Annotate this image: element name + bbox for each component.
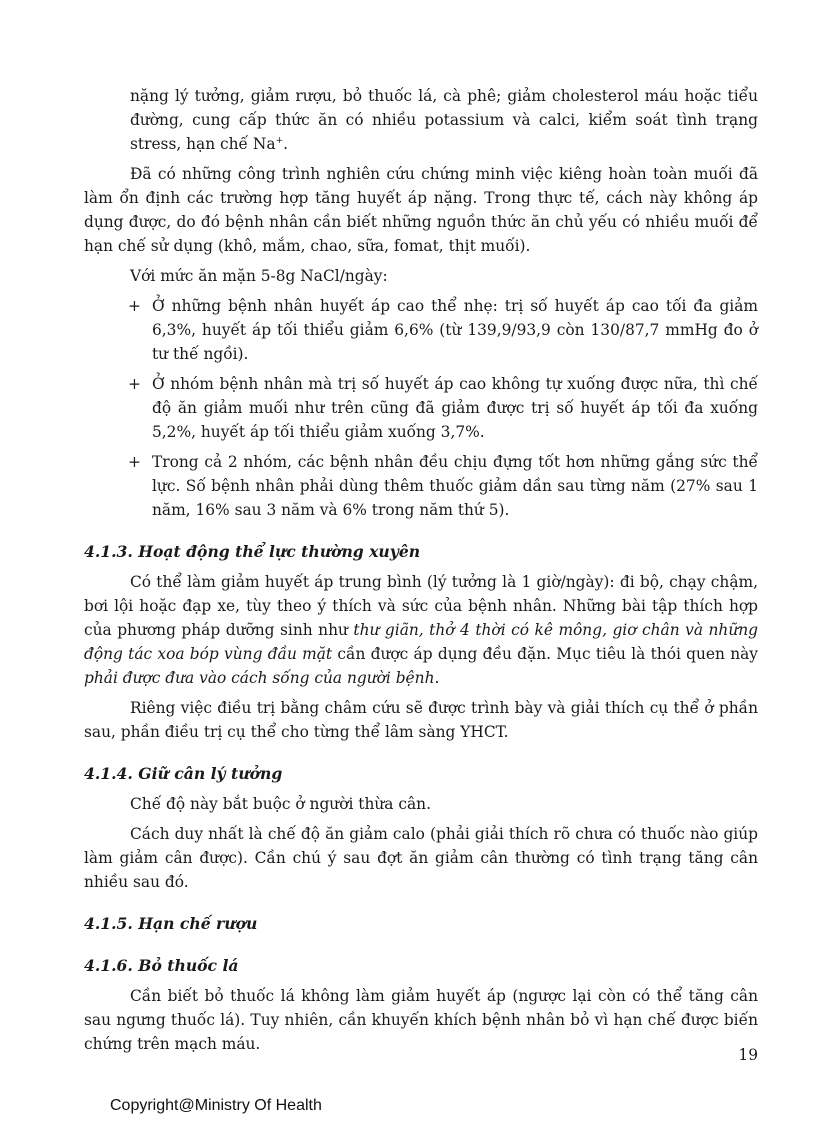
- document-page: [84, 84, 758, 1056]
- exercise-text-c: .: [434, 669, 440, 687]
- weight-paragraph-2: Cách duy nhất là chế độ ăn giảm calo (phải giải thích rõ chưa có thuốc nào giúp làm giảm cân được). Cần chú ý sau đợt ăn giảm cân thường có tình trạng tăng cân nhiều sau đó.: [84, 825, 758, 891]
- acupuncture-paragraph: Riêng việc điều trị bằng châm cứu sẽ được trình bày và giải thích cụ thể ở phần sau, phần điều trị cụ thể cho từng thể lâm sàng YHCT.: [84, 699, 758, 741]
- salt-level-line: Với mức ăn mặn 5-8g NaCl/ngày:: [130, 267, 388, 285]
- bullet-mark: +: [128, 453, 141, 471]
- list-item-text: Trong cả 2 nhóm, các bệnh nhân đều chịu đựng tốt hơn những gắng sức thể lực. Số bệnh nhân phải dùng thêm thuốc giảm dần sau từng năm (27% sau 1 năm, 16% sau 3 năm và 6% trong năm thứ 5).: [152, 453, 758, 519]
- salt-results-list: [84, 294, 758, 522]
- section-heading-4-1-4: 4.1.4. Giữ cân lý tưởng: [84, 764, 283, 783]
- sodium-superscript: +: [275, 135, 284, 146]
- list-item-text: Ở nhóm bệnh nhân mà trị số huyết áp cao không tự xuống được nữa, thì chế độ ăn giảm muối như trên cũng đã giảm được trị số huyết áp tối đa xuống 5,2%, huyết áp tối thiểu giảm xuống 3,7%.: [152, 375, 758, 441]
- exercise-emphasis: thư giãn, thở 4 thời có kê mông, giơ chân và những động tác xoa bóp vùng đầu mặt: [84, 621, 758, 663]
- copyright-notice: Copyright@Ministry Of Health: [110, 1097, 322, 1114]
- exercise-paragraph: [84, 570, 758, 690]
- section-heading-4-1-3: 4.1.3. Hoạt động thể lực thường xuyên: [84, 542, 421, 561]
- section-heading-4-1-6: 4.1.6. Bỏ thuốc lá: [84, 956, 239, 975]
- list-item: [84, 294, 758, 366]
- intro-continuation-end: .: [283, 135, 289, 153]
- list-item-text: Ở những bệnh nhân huyết áp cao thể nhẹ: trị số huyết áp cao tối đa giảm 6,3%, huyết áp tối thiểu giảm 6,6% (từ 139,9/93,9 còn 130/87,7 mmHg đo ở tư thế ngồi).: [152, 297, 758, 363]
- salt-paragraph: Đã có những công trình nghiên cứu chứng minh việc kiêng hoàn toàn muối đã làm ổn định các trường hợp tăng huyết áp nặng. Trong thực tế, cách này không áp dụng được, do đó bệnh nhân cần biết những nguồn thức ăn chủ yếu có nhiều muối để hạn chế sử dụng (khô, mắm, chao, sữa, fomat, thịt muối).: [84, 165, 758, 255]
- exercise-text-a: Có thể làm giảm huyết áp trung bình (lý tưởng là 1 giờ/ngày): đi bộ, chạy chậm, bơi lội hoặc đạp xe, tùy theo ý thích và sức của bệnh nhân. Những bài tập thích hợp của phương pháp dưỡng sinh như: [84, 573, 758, 639]
- list-item: [84, 450, 758, 522]
- intro-continuation: [84, 84, 758, 156]
- bullet-mark: +: [128, 297, 141, 315]
- page-number: 19: [738, 1046, 758, 1064]
- intro-continuation-text: nặng lý tưởng, giảm rượu, bỏ thuốc lá, cà phê; giảm cholesterol máu hoặc tiểu đường, cung cấp thức ăn có nhiều potassium và calci, kiểm soát tình trạng stress, hạn chế Na: [130, 87, 758, 153]
- bullet-mark: +: [128, 375, 141, 393]
- weight-paragraph-1: Chế độ này bắt buộc ở người thừa cân.: [130, 795, 431, 813]
- list-item: [84, 372, 758, 444]
- exercise-text-b: cần được áp dụng đều đặn. Mục tiêu là thói quen này: [332, 645, 758, 663]
- section-heading-4-1-5: 4.1.5. Hạn chế rượu: [84, 914, 258, 933]
- exercise-emphasis-2: phải được đưa vào cách sống của người bệnh: [84, 669, 435, 687]
- smoking-paragraph: Cần biết bỏ thuốc lá không làm giảm huyết áp (ngược lại còn có thể tăng cân sau ngưng thuốc lá). Tuy nhiên, cần khuyến khích bệnh nhân bỏ vì hạn chế được biến chứng trên mạch máu.: [84, 987, 758, 1053]
